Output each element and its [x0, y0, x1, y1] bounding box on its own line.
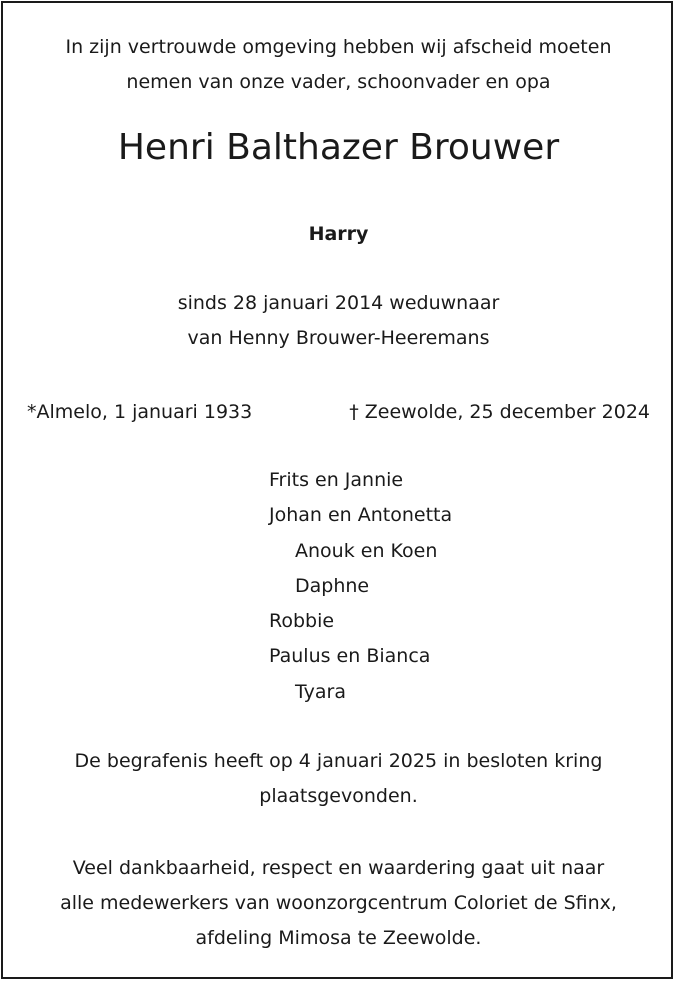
- family-member: Johan en Antonetta: [269, 504, 453, 527]
- thanks-line-1: Veel dankbaarheid, respect en waardering gaat uit naar: [72, 857, 605, 879]
- funeral-line-1: De begrafenis heeft op 4 januari 2025 in besloten kring: [74, 750, 603, 772]
- family-member: Daphne: [295, 574, 370, 597]
- family-member: Tyara: [295, 680, 346, 703]
- birth-date: *Almelo, 1 januari 1933: [27, 401, 253, 423]
- funeral-line-2: plaatsgevonden.: [259, 785, 418, 807]
- intro-line-2: nemen van onze vader, schoonvader en opa: [126, 71, 551, 93]
- widower-line-1: sinds 28 januari 2014 weduwnaar: [177, 292, 500, 314]
- family-member: Robbie: [269, 610, 335, 633]
- widower-text: [0, 286, 677, 356]
- family-member: Paulus en Bianca: [269, 645, 431, 668]
- deceased-full-name: Henri Balthazer Brouwer: [117, 127, 560, 168]
- deceased-nickname: Harry: [308, 223, 369, 245]
- thanks-line-3: afdeling Mimosa te Zeewolde.: [195, 927, 482, 949]
- family-list: [269, 463, 452, 710]
- intro-line-1: In zijn vertrouwde omgeving hebben wij afscheid moeten: [65, 36, 612, 58]
- family-member: Anouk en Koen: [295, 539, 438, 562]
- thanks-text: [0, 851, 677, 956]
- thanks-line-2: alle medewerkers van woonzorgcentrum Coloriet de Sfinx,: [60, 892, 617, 914]
- death-date: † Zeewolde, 25 december 2024: [349, 401, 650, 423]
- funeral-text: [0, 744, 677, 814]
- family-member: Frits en Jannie: [269, 469, 404, 491]
- widower-line-2: van Henny Brouwer-Heeremans: [187, 327, 490, 349]
- intro-text: [0, 30, 677, 100]
